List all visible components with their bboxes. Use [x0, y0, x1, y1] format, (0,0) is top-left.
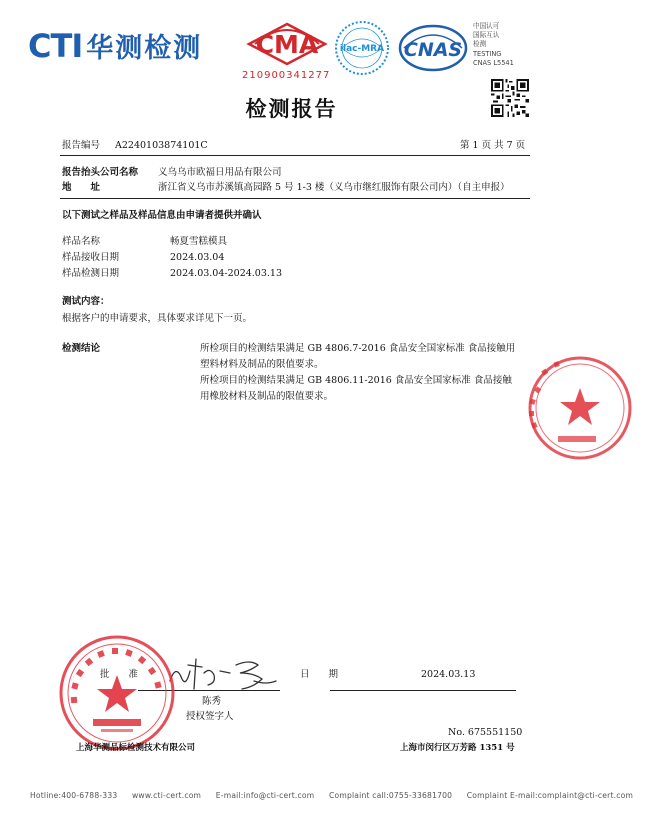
- conclusion-label: 检测结论: [62, 343, 101, 354]
- logo-latin: CTI: [28, 27, 83, 65]
- report-title: 检测报告: [245, 97, 338, 121]
- divider: [60, 198, 530, 199]
- testing-date-label: 样品检测日期: [62, 268, 120, 279]
- logo-chinese: 华测检测: [86, 33, 203, 64]
- cnas-line: 中国认可: [473, 22, 500, 30]
- sample-name-label: 样品名称: [62, 236, 101, 247]
- divider: [60, 155, 530, 156]
- footer-hotline: Hotline:400-6788-333: [30, 791, 118, 800]
- footer-email[interactable]: E-mail:info@cti-cert.com: [215, 791, 315, 800]
- conclusion-line: 所检项目的检测结果满足 GB 4806.11-2016 食品安全国家标准 食品接触: [200, 375, 512, 386]
- cnas-line: CNAS L5541: [473, 58, 514, 67]
- testing-date-value: 2024.03.04-2024.03.13: [170, 268, 282, 279]
- cnas-logo: [398, 24, 468, 72]
- approve-label: 批 准: [100, 669, 139, 680]
- footer-complaint-email[interactable]: Complaint E-mail:complaint@cti-cert.com: [466, 791, 634, 800]
- footer-contact-bar: [30, 791, 645, 800]
- report-serial-number: No. 675551150: [448, 727, 523, 738]
- date-line: [330, 690, 516, 691]
- test-content-text: 根据客户的申请要求，具体要求详见下一页。: [62, 313, 253, 324]
- cma-number: 210900341277: [242, 70, 331, 81]
- sample-name-value: 畅夏雪糕模具: [170, 236, 228, 247]
- issuing-company: 上海华测品标检测技术有限公司: [76, 743, 196, 753]
- handwritten-signature: [158, 651, 288, 697]
- page-info: 第 1 页 共 7 页: [460, 140, 526, 151]
- ilac-mra-logo: [334, 20, 390, 76]
- inspection-seal: [520, 352, 600, 464]
- report-number-label: 报告编号: [62, 140, 101, 151]
- received-date-value: 2024.03.04: [170, 252, 225, 263]
- signer-role: 授权签字人: [186, 711, 234, 722]
- address-label: 地 址: [62, 182, 101, 193]
- cti-logo: [28, 28, 202, 67]
- company-label: 报告抬头公司名称: [62, 167, 139, 178]
- footer-complaint-call: Complaint call:0755-33681700: [329, 791, 453, 800]
- footer-website[interactable]: www.cti-cert.com: [132, 791, 202, 800]
- date-value: 2024.03.13: [421, 669, 476, 680]
- test-content-heading: 测试内容：: [62, 296, 110, 307]
- received-date-label: 样品接收日期: [62, 252, 120, 263]
- cnas-accreditation-text: [473, 22, 514, 68]
- svg-text:CMA: CMA: [255, 30, 319, 59]
- cnas-line: TESTING: [473, 49, 502, 58]
- company-value: 义乌乌市欧福日用品有限公司: [158, 167, 282, 178]
- conclusion-line: 所检项目的检测结果满足 GB 4806.7-2016 食品安全国家标准 食品接触用: [200, 343, 516, 354]
- svg-text:CNAS: CNAS: [403, 39, 463, 61]
- cnas-line: 国际互认: [473, 31, 500, 40]
- signer-name: 陈秀: [202, 696, 222, 707]
- report-number-value: A2240103874101C: [115, 140, 208, 151]
- conclusion-line: 塑料材料及制品的限值要求。: [200, 359, 324, 370]
- svg-text:ilac-MRA: ilac-MRA: [339, 44, 385, 54]
- address-value: 浙江省义乌市苏溪镇高园路 5 号 1-3 楼（义乌市继红服饰有限公司内）（自主申报）: [158, 182, 510, 193]
- date-label: 日 期: [300, 669, 339, 680]
- cma-logo: [247, 22, 327, 66]
- company-seal: [57, 633, 177, 753]
- sample-intro: 以下测试之样品及样品信息由申请者提供并确认: [62, 210, 262, 221]
- cnas-line: 检测: [473, 40, 487, 49]
- conclusion-line: 用橡胶材料及制品的限值要求。: [200, 391, 334, 402]
- issuing-company-address: 上海市闵行区万芳路 1351 号: [400, 743, 515, 753]
